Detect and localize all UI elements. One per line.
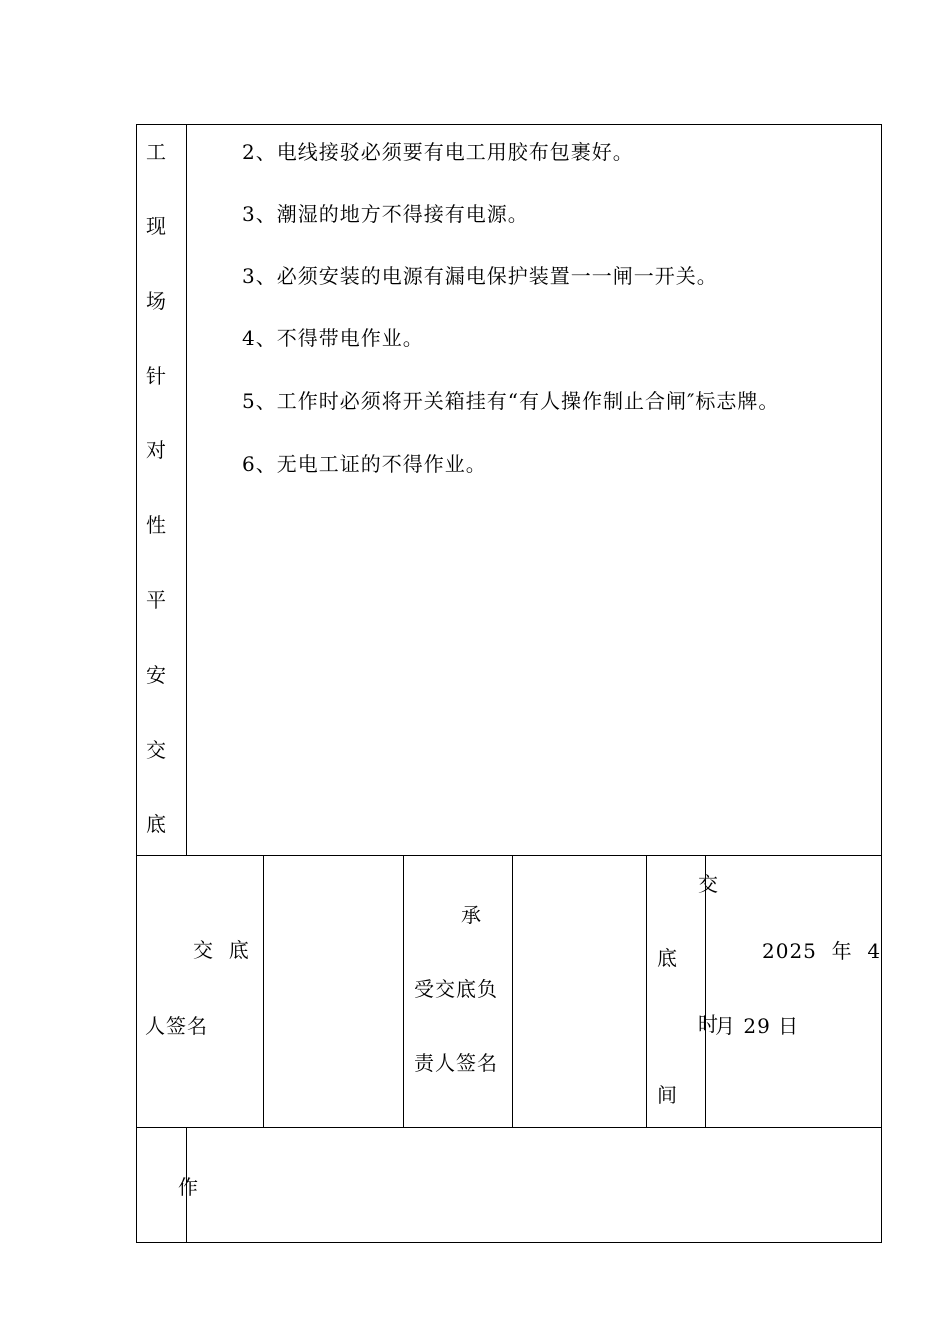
side-label-char: 安 — [146, 663, 166, 687]
side-label-char: 底 — [146, 812, 166, 836]
disclosure-time-label-char: 间 — [657, 1083, 678, 1107]
discloser-signature-field[interactable] — [264, 856, 403, 1127]
table-border-left — [136, 124, 137, 1243]
disclosure-date-line2: 月 29 日 — [715, 1014, 800, 1038]
side-label-char: 平 — [146, 588, 166, 612]
instruction-item: 5、工作时必须将开关箱挂有“有人操作制止合闸″标志牌。 — [242, 389, 780, 413]
side-label-char: 现 — [146, 214, 166, 238]
disclosure-time-label-char: 时 — [698, 1012, 719, 1036]
bottom-row-field[interactable] — [187, 1128, 881, 1242]
receiver-signature-field[interactable] — [513, 856, 646, 1127]
row-divider-1 — [136, 855, 882, 856]
section-divider — [186, 124, 187, 856]
instruction-item: 3、潮湿的地方不得接有电源。 — [242, 202, 529, 226]
side-label-char: 工 — [146, 140, 166, 164]
instruction-item: 6、无电工证的不得作业。 — [242, 452, 487, 476]
sig-col-divider-4 — [646, 855, 647, 1128]
instruction-item: 3、必须安装的电源有漏电保护装置一一闸一开关。 — [242, 264, 718, 288]
side-label-char: 性 — [146, 513, 166, 537]
disclosure-date-line1: 2025 年 4 — [762, 939, 882, 963]
receiver-signature-label-line1: 承 — [461, 903, 482, 927]
side-label-char: 场 — [146, 289, 166, 313]
discloser-signature-label-line1: 交 底 — [193, 938, 250, 962]
table-border-top — [136, 124, 882, 125]
discloser-signature-label-line2: 人签名 — [145, 1014, 208, 1038]
disclosure-time-label-char: 底 — [657, 946, 678, 970]
sig-col-divider-2 — [403, 855, 404, 1128]
instruction-item: 4、不得带电作业。 — [242, 326, 424, 350]
side-label-char: 交 — [146, 738, 166, 762]
disclosure-time-label-char: 交 — [698, 872, 719, 896]
receiver-signature-label-line2: 受交底负 — [414, 977, 498, 1001]
side-label-char: 针 — [146, 364, 166, 388]
side-label-char: 对 — [146, 438, 166, 462]
instruction-item: 2、电线接驳必须要有电工用胶布包裹好。 — [242, 140, 634, 164]
receiver-signature-label-line3: 责人签名 — [414, 1051, 498, 1075]
table-border-right — [881, 124, 882, 1243]
table-border-bottom — [136, 1242, 882, 1243]
bottom-row-label: 作 — [178, 1175, 199, 1199]
